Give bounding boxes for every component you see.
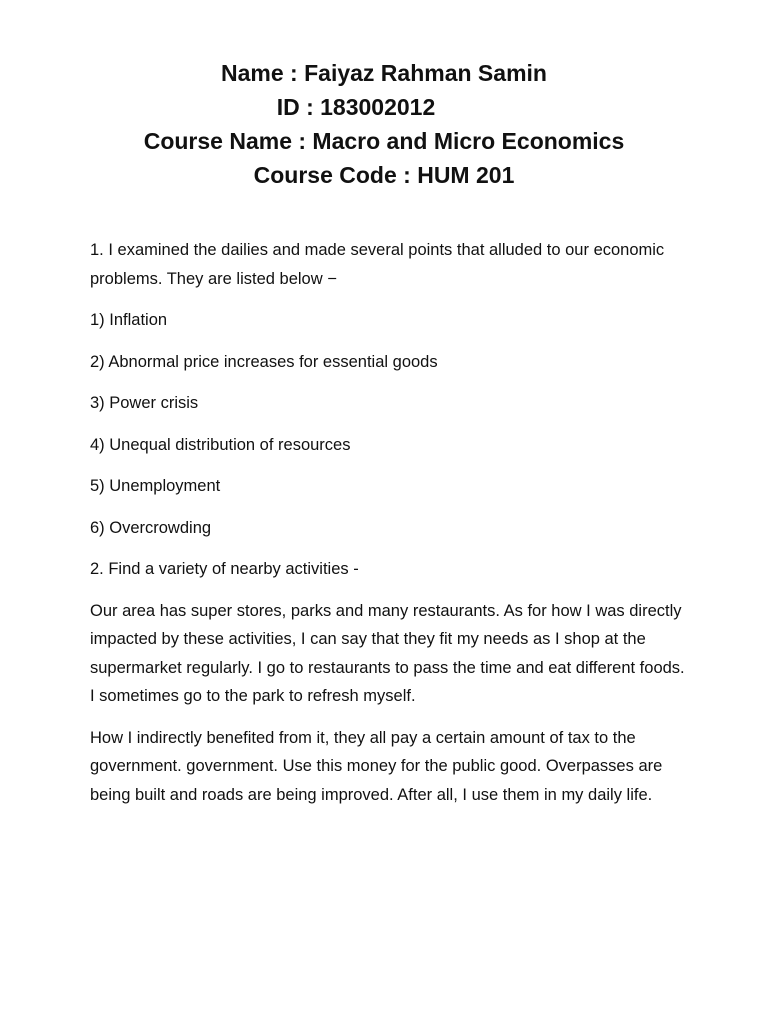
list-item: 3) Power crisis [90,394,199,412]
section2-paragraph-2: How I indirectly benefited from it, they all pay a certain amount of tax to the government. government. Use this money for the public good. Overpasses are being built and roads are being improved. After all, I use them in my daily life. [90,728,663,804]
list-item: 4) Unequal distribution of resources [90,435,351,454]
document-body [90,236,690,822]
list-item: 2) Abnormal price increases for essential goods [90,352,438,371]
section1-intro: 1. I examined the dailies and made several points that alluded to our economic problems. They are listed below − [90,241,665,288]
list-item: 1) Inflation [90,311,168,329]
course-code: Course Code : HUM 201 [253,162,515,188]
list-item: 6) Overcrowding [90,518,212,537]
course-name: Course Name : Macro and Micro Economics [143,128,625,154]
section2-paragraph-1: Our area has super stores, parks and many restaurants. As for how I was directly impacted by these activities, I can say that they fit my needs as I shop at the supermarket regularly. I go to restaurants to pass the time and eat different foods. I sometimes go to the park to refresh myself. [90,601,685,705]
list-item: 5) Unemployment [90,477,221,495]
student-id: ID : 183002012 [276,94,436,120]
student-name: Name : Faiyaz Rahman Samin [221,60,547,86]
document-header [0,56,768,192]
section2-heading: 2. Find a variety of nearby activities - [90,560,359,578]
